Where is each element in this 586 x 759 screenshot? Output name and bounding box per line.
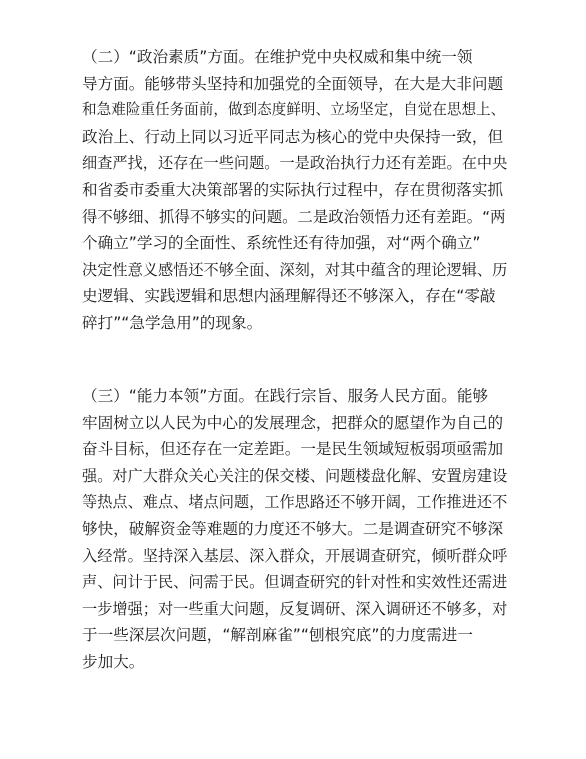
paragraph-line: （三）“能力本领”方面。在践行宗旨、服务人民方面。能够 — [82, 387, 489, 405]
paragraph-line: 和急难险重任务面前，做到态度鲜明、立场坚定，自觉在思想上、 — [82, 101, 506, 119]
paragraph-line: 牢固树立以人民为中心的发展理念，把群众的愿望作为自己的 — [82, 413, 504, 432]
paragraph-line: 一步增强；对一些重大问题，反复调研、深入调研还不够多，对 — [82, 599, 508, 618]
paragraph-line: 导方面。能够带头坚持和加强党的全面领导，在大是大非问题 — [82, 74, 504, 93]
paragraph-political-quality — [82, 44, 507, 337]
paragraph-line: 奋斗目标，但还存在一定差距。一是民生领域短板弱项亟需加 — [82, 440, 504, 459]
paragraph-line: 得不够细、抓得不够实的问题。二是政治领悟力还有差距。“两 — [82, 207, 506, 226]
paragraph-line: 史逻辑、实践逻辑和思想内涵理解得还不够深入，存在“零敲 — [82, 287, 496, 306]
paragraph-line: 步加大。 — [82, 652, 145, 671]
paragraph-line: 声、问计于民、问需于民。但调查研究的针对性和实效性还需进 — [82, 573, 508, 592]
paragraph-line: （二）“政治素质”方面。在维护党中央权威和集中统一领 — [82, 48, 473, 66]
paragraph-line: 碎打”“急学急用”的现象。 — [82, 313, 263, 332]
paragraph-line: 入经常。坚持深入基层、深入群众，开展调查研究，倾听群众呼 — [82, 546, 508, 565]
paragraph-line: 细查严找，还存在一些问题。一是政治执行力还有差距。在中央 — [82, 154, 508, 173]
paragraph-line: 个确立”学习的全面性、系统性还有待加强，对“两个确立” — [82, 234, 481, 253]
paragraph-line: 够快，破解资金等难题的力度还不够大。二是调查研究不够深 — [82, 519, 504, 538]
paragraph-line: 等热点、难点、堵点问题，工作思路还不够开阔，工作推进还不 — [82, 493, 508, 512]
paragraph-line: 于一些深层次问题，“解剖麻雀”“刨根究底”的力度需进一 — [82, 626, 473, 645]
paragraph-line: 和省委市委重大决策部署的实际执行过程中，存在贯彻落实抓 — [82, 180, 504, 199]
paragraph-line: 政治上、行动上同以习近平同志为核心的党中央保持一致，但 — [82, 127, 504, 146]
paragraph-line: 强。对广大群众关心关注的保交楼、问题楼盘化解、安置房建设 — [82, 466, 508, 485]
paragraph-line: 决定性意义感悟还不够全面、深刻，对其中蕴含的理论逻辑、历 — [82, 260, 508, 279]
paragraph-capability — [82, 383, 507, 676]
